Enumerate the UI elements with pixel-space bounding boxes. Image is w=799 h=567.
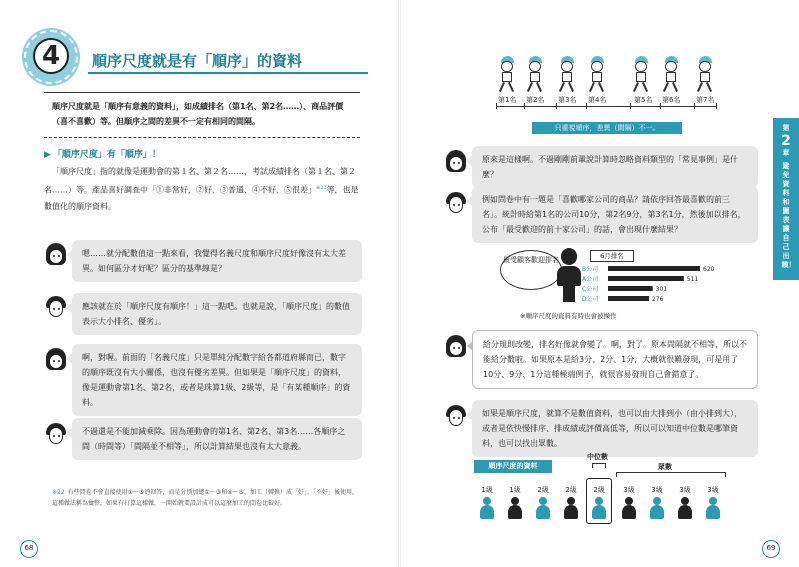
- company-bar-chart: [582, 262, 722, 310]
- rank-note: 只重視順序，差異（間隔）不一。: [532, 122, 682, 134]
- bar: [608, 296, 649, 301]
- person-pawn-icon: [705, 497, 721, 519]
- section-title: 順序尺度就是有「順序」的資料: [92, 52, 303, 70]
- footnote-text: 有些問卷不會直接使用①～⑤的回答，而是分別加總①～③和④～⑤，加工（轉換）成「好」、「不好」後使用，這種做法稱為彙整。如果有打算這樣做，一開始就要設計成可以這麼加工的問卷比較好。: [52, 489, 358, 507]
- woman-avatar-icon: [446, 335, 466, 359]
- dialog-bubble: 如果是順序尺度，就算不是數值資料，也可以由大排到小（由小排到大），或者是依快慢排序、排成績或評價高低等，所以可以知道中位數是哪筆資料，也可以找出眾數。: [472, 400, 758, 457]
- bar-category-label: D公司: [582, 296, 599, 303]
- person-pawn-icon: [621, 497, 637, 519]
- ordinal-data-label: 順序尺度的資料: [474, 460, 552, 473]
- runner-icon: [556, 56, 578, 92]
- person-pawn-icon: [479, 497, 495, 519]
- footnote-mark: ※22: [52, 489, 65, 496]
- triangle-icon: ▶: [44, 150, 51, 160]
- rank-tick: [716, 103, 717, 109]
- runner-icon: [496, 56, 518, 92]
- subtitle: [44, 147, 161, 160]
- page-number-right: 69: [762, 540, 780, 558]
- bar: [608, 266, 700, 271]
- woman-avatar-icon: [46, 348, 66, 372]
- bar-category-label: B公司: [582, 266, 599, 273]
- footnote-ref: ※22: [316, 185, 327, 191]
- rank-label: 第6名: [662, 96, 681, 104]
- person-pawn-icon: [563, 497, 579, 519]
- bar-value-label: 511: [686, 276, 699, 283]
- man-avatar-icon: [46, 296, 66, 320]
- rank-axis: [496, 106, 716, 107]
- person-pawn-icon: [677, 497, 693, 519]
- grade-label: 1級: [481, 486, 493, 494]
- dialog-bubble: 啊，對喔。前面的「名義尺度」只是單純分配數字給各都道府縣而已，數字的順序既沒有大小關係，也沒有優劣差異。但如果是「順序尺度」的資料，像是運動會第1名、第2名，或者是珠算1級、2級等，是「有某種順序」的資料。: [72, 344, 362, 416]
- footnote: [52, 487, 362, 509]
- rank-label: 第1名: [498, 96, 517, 104]
- grade-label: 1級: [509, 486, 521, 494]
- body-text: 「順序尺度」指的就像是運動會的第１名、第２名……，考試成績排名（第１名、第２名……）等。產品喜好調查中「①非常好，②好、③普通、④不好、⑤很差」: [44, 167, 356, 195]
- rank-tick: [660, 103, 661, 109]
- person-pawn-icon: [649, 497, 665, 519]
- runner-icon: [660, 56, 682, 92]
- rank-tick: [524, 103, 525, 109]
- rank-tick: [586, 103, 587, 109]
- grade-label: 3級: [651, 486, 663, 494]
- tab-number: 2: [781, 133, 791, 149]
- chapter-side-tab: [773, 118, 799, 280]
- dialog-bubble: 應該就在於「順序尺度有順序！」這一點吧。也就是說，「順序尺度」的數值表示大小排名、優劣」。: [72, 293, 362, 335]
- bar-value-label: 301: [655, 286, 668, 293]
- person-pawn-icon: [507, 497, 523, 519]
- rank-label: 第4名: [588, 96, 607, 104]
- grade-label: 3級: [707, 486, 719, 494]
- page-number-left: 68: [20, 540, 38, 558]
- runner-icon: [524, 56, 546, 92]
- rank-label: 第2名: [526, 96, 545, 104]
- subtitle-text: 「順序尺度」有「順序」！: [52, 150, 161, 160]
- mode-bracket: [616, 472, 726, 477]
- grade-label: 3級: [679, 486, 691, 494]
- person-pawn-icon: [591, 497, 607, 519]
- dialog-bubble: 不過還是不能加減乘除。因為運動會的第1名、第2名、第3名……各順序之間（時間等）「間隔並不相等」，所以計算結果也沒有太大意義。: [72, 418, 362, 460]
- popularity-ellipse: 最受顧客歡迎排名: [500, 250, 562, 290]
- rank-tick: [630, 103, 631, 109]
- dialog-bubble: 給分規則改變，排名好像就會變了。啊，對了。原本間隔就不相等，所以不能給分數啦。如果原本是給3分、2分、1分，大概就很難發現，可是用了10分、9分、1分這種極端例子，就很容易發現自己會錯意了。: [472, 330, 758, 389]
- person-pawn-icon: [535, 497, 551, 519]
- left-page: [0, 0, 399, 567]
- rank-tick: [556, 103, 557, 109]
- woman-avatar-icon: [46, 243, 66, 267]
- dialog-bubble: 例如問卷中有一題是「喜歡哪家公司的商品？請依序回答最喜歡的前三名」。統計時給第1名的公司10分，第2名9分，第3名1分，然後加以排名，公布「最受歡迎的前十家公司」的話，會出現什麼結果？: [472, 186, 758, 243]
- man-avatar-icon: [46, 423, 66, 447]
- rank-label: 第3名: [558, 96, 577, 104]
- rank-label: 第5名: [634, 96, 653, 104]
- dialog-bubble: 原來是這樣啊。不過剛剛前輩說計算時忽略資料類型的「常見事例」是什麼？: [472, 146, 758, 188]
- runner-icon: [694, 56, 716, 92]
- bar: [608, 276, 684, 281]
- grade-label: 2級: [593, 486, 605, 494]
- body-paragraph: [44, 164, 362, 215]
- median-label: 中位數: [587, 453, 608, 461]
- rank-tick: [496, 103, 497, 109]
- body-text-end: 等，也是數值化的順序資料。: [44, 185, 359, 211]
- mode-label: 眾數: [658, 463, 672, 471]
- man-avatar-icon: [446, 405, 466, 429]
- woman-avatar-icon: [446, 150, 466, 174]
- tab-text: 避免資料和圖表讓自己出糗！: [781, 162, 796, 269]
- bar-value-label: 276: [651, 296, 664, 303]
- bar-category-label: A公司: [582, 276, 599, 283]
- runner-icon: [586, 56, 608, 92]
- median-bracket: [592, 463, 606, 468]
- chapter-number: 4: [33, 38, 69, 74]
- rank-label: 第7名: [696, 96, 715, 104]
- tab-prefix: 第: [782, 124, 790, 132]
- person-silhouette-icon: [556, 248, 582, 302]
- title-rule: [88, 72, 368, 74]
- intro-box: 順序尺度就是「順序有意義的資料」，如成績排名（第1名、第2名……）、商品評價（喜不喜歡）等。但順序之間的差異不一定有相同的間隔。: [44, 92, 360, 138]
- chart-caption: ※順序尺度的資料有時也會被操作: [520, 312, 617, 320]
- tab-suffix: 章: [782, 149, 790, 157]
- chart-title: 6月排名: [590, 250, 634, 262]
- rank-tick: [694, 103, 695, 109]
- grade-label: 2級: [537, 486, 549, 494]
- bar: [608, 286, 653, 291]
- bar-category-label: C公司: [582, 286, 599, 293]
- grade-label: 3級: [623, 486, 635, 494]
- runner-icon: [630, 56, 652, 92]
- dialog-bubble: 嗯……就分配數值這一點來看，我覺得名義尺度和順序尺度好像沒有太大差異。如何區分才好呢？區分的基準線是？: [72, 240, 362, 282]
- grade-label: 2級: [565, 486, 577, 494]
- bar-value-label: 620: [703, 266, 715, 273]
- man-avatar-icon: [446, 192, 466, 216]
